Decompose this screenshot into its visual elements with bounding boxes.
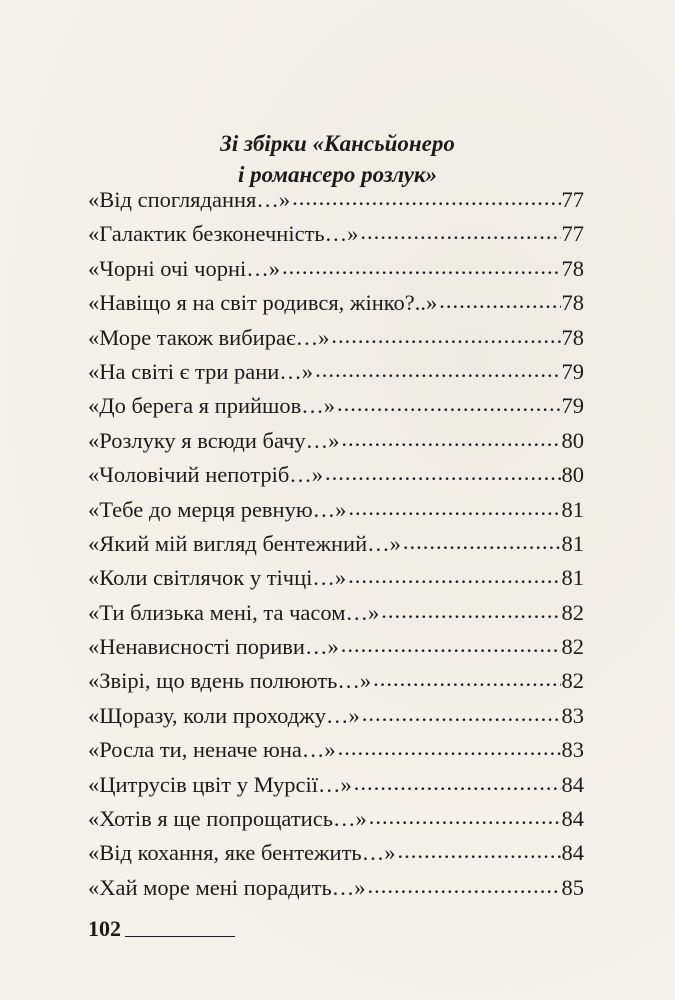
toc-entry-page: 80 <box>561 427 584 453</box>
toc-entry <box>88 875 584 909</box>
section-title-line-2: і романсеро розлук» <box>237 162 438 187</box>
dot-leader <box>403 529 561 555</box>
toc-entry <box>88 840 584 874</box>
toc-entry <box>88 565 584 599</box>
toc-entry-page: 78 <box>561 255 584 281</box>
toc-entry-page: 83 <box>561 702 584 728</box>
toc-entry <box>88 600 584 634</box>
page-number: 102 <box>88 916 121 941</box>
toc-entry-title: «Цитрусів цвіт у Мурсії…» <box>88 771 352 797</box>
toc-entry-page: 78 <box>561 324 584 350</box>
toc-entry-page: 81 <box>561 565 584 591</box>
toc-entry-page: 84 <box>561 840 584 866</box>
toc-entry <box>88 462 584 496</box>
toc-entry-page: 80 <box>561 462 584 488</box>
dot-leader <box>362 701 561 727</box>
dot-leader <box>348 495 560 521</box>
dot-leader <box>369 804 561 830</box>
toc-entry-page: 79 <box>561 393 584 419</box>
footer-rule <box>125 936 235 937</box>
dot-leader <box>338 735 561 761</box>
toc-entry <box>88 256 584 290</box>
toc-entry <box>88 772 584 806</box>
toc-entry-page: 77 <box>561 187 584 212</box>
toc-entry-title: «Галактик безконечність…» <box>88 221 359 247</box>
toc-entry <box>88 634 584 668</box>
toc-entry-title: «Чорні очі чорні…» <box>88 255 281 281</box>
dot-leader <box>331 323 560 349</box>
toc-entry-page: 78 <box>561 290 584 316</box>
toc-entry-title: «Від споглядання…» <box>88 187 291 212</box>
dot-leader <box>341 426 560 452</box>
toc-entry-title: «Від кохання, яке бентежить…» <box>88 840 396 866</box>
toc-entry-page: 83 <box>561 737 584 763</box>
toc-entry-title: «На світі є три рани…» <box>88 358 314 384</box>
toc-entry-page: 81 <box>561 496 584 522</box>
toc-entry-title: «Чоловічий непотріб…» <box>88 462 324 488</box>
toc-entry <box>88 325 584 359</box>
toc-entry-title: «До берега я прийшов…» <box>88 393 335 419</box>
toc-entry <box>88 221 584 255</box>
toc-entry <box>88 187 584 221</box>
dot-leader <box>348 563 560 589</box>
toc-entry-title: «Хотів я ще попрощатись…» <box>88 806 367 832</box>
toc-entry-title: «Звірі, що вдень полюють…» <box>88 668 372 694</box>
dot-leader <box>292 185 560 211</box>
dot-leader <box>325 460 560 486</box>
toc-entry <box>88 703 584 737</box>
dot-leader <box>341 632 561 658</box>
toc-entry-title: «Тебе до мерця ревную…» <box>88 496 347 522</box>
toc-entry-title: «Розлуку я всюди бачу…» <box>88 427 340 453</box>
toc-entry-title: «Хай море мені порадить…» <box>88 874 366 900</box>
toc-entry <box>88 497 584 531</box>
toc-entry-title: «Росла ти, неначе юна…» <box>88 737 336 763</box>
dot-leader <box>439 288 560 314</box>
dot-leader <box>337 391 561 417</box>
dot-leader <box>282 254 560 280</box>
section-title-line-1: Зі збірки «Кансьйонеро <box>220 131 455 156</box>
dot-leader <box>360 219 560 245</box>
toc-entry <box>88 806 584 840</box>
toc-entry-page: 85 <box>561 874 584 900</box>
toc-entry-title: «Море також вибирає…» <box>88 324 330 350</box>
dot-leader <box>368 873 561 899</box>
dot-leader <box>373 666 560 692</box>
toc-entry-title: «Щоразу, коли проходжу…» <box>88 702 360 728</box>
toc-entry-page: 82 <box>561 599 584 625</box>
toc-entry-page: 84 <box>561 806 584 832</box>
toc-entry-page: 82 <box>561 634 584 660</box>
dot-leader <box>381 598 560 624</box>
toc-entry-title: «Навіщо я на світ родився, жінко?..» <box>88 290 438 316</box>
toc-entry <box>88 393 584 427</box>
toc-entry-page: 82 <box>561 668 584 694</box>
toc-entry <box>88 531 584 565</box>
toc-entry-title: «Ти близька мені, та часом…» <box>88 599 380 625</box>
toc-entry-title: «Коли світлячок у тічці…» <box>88 565 347 591</box>
dot-leader <box>354 770 561 796</box>
toc-entry-page: 77 <box>561 221 584 247</box>
toc-entry-page: 79 <box>561 358 584 384</box>
section-title <box>0 128 675 190</box>
dot-leader <box>397 838 560 864</box>
toc-entry <box>88 668 584 702</box>
page-footer <box>88 916 235 942</box>
toc-entry <box>88 737 584 771</box>
toc-entry-title: «Який мій вигляд бентежний…» <box>88 530 401 556</box>
toc-entry <box>88 428 584 462</box>
toc-entry <box>88 359 584 393</box>
toc-entry-page: 84 <box>561 771 584 797</box>
table-of-contents <box>88 187 584 909</box>
dot-leader <box>315 357 560 383</box>
toc-entry-title: «Ненависності пориви…» <box>88 634 339 660</box>
toc-entry <box>88 290 584 324</box>
toc-entry-page: 81 <box>561 530 584 556</box>
